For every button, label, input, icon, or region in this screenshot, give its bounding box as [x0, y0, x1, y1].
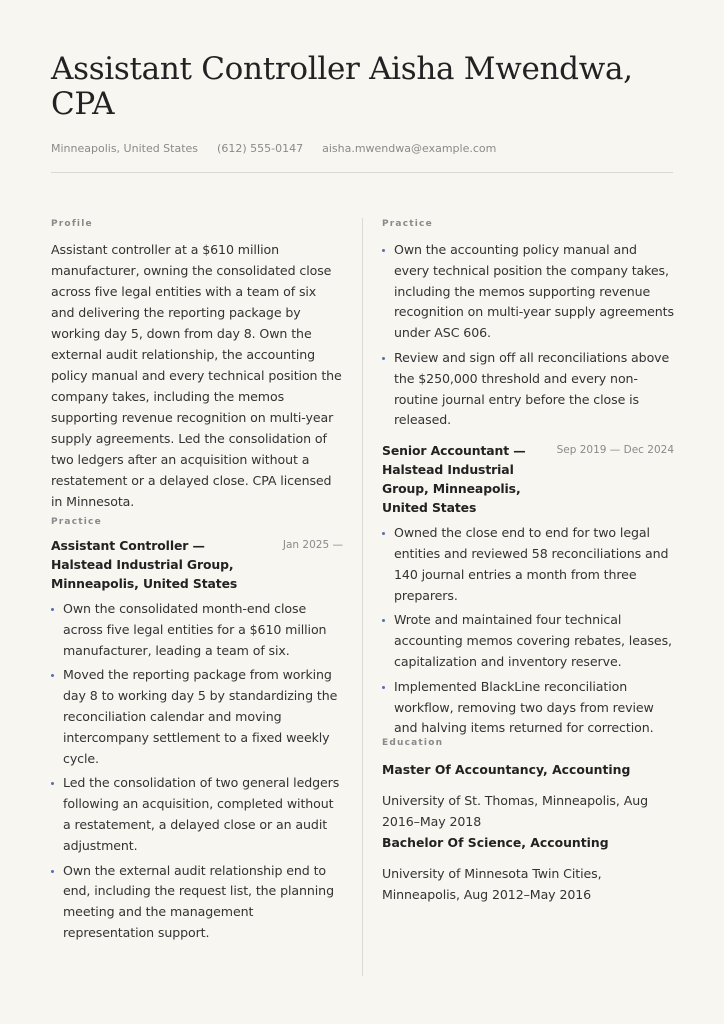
job-entry	[51, 536, 343, 944]
job-header	[382, 441, 674, 517]
bullet-item: Own the external audit relationship end to end, including the request list, the planning meeting and the management representation support.	[51, 861, 343, 944]
section-label-profile: Profile	[51, 219, 93, 229]
education-entry	[382, 760, 674, 833]
degree-detail: University of Minnesota Twin Cities, Minneapolis, Aug 2012–May 2016	[382, 865, 602, 902]
contact-line	[51, 142, 673, 155]
degree-title: Master Of Accountancy, Accounting	[382, 762, 631, 778]
job-bullets	[382, 240, 674, 431]
job-bullets	[51, 599, 343, 944]
bullet-item: Own the consolidated month-end close across five legal entities for a $610 million manufacturer, leading a team of six.	[51, 599, 343, 661]
job-header	[51, 536, 343, 593]
phone: (612) 555-0147	[217, 142, 304, 155]
resume-header	[51, 52, 673, 155]
degree-title: Bachelor Of Science, Accounting	[382, 834, 609, 850]
section-label-education: Education	[382, 738, 444, 749]
section-label-practice: Practice	[382, 219, 433, 229]
candidate-name: Assistant Controller Aisha Mwendwa, CPA	[51, 51, 633, 122]
email: aisha.mwendwa@example.com	[322, 142, 497, 155]
location: Minneapolis, United States	[51, 142, 199, 155]
profile-text: Assistant controller at a $610 million manufacturer, owning the consolidated close across five legal entities with a team of six and delivering the reporting package by working day 5, down from day 8. Own the external audit relationship, the accounting policy manual and every technical position the company takes, including the memos supporting revenue recognition on multi-year supply agreements. Led the consolidation of two ledgers after an acquisition without a restatement or a delayed close. CPA licensed in Minnesota.	[51, 242, 342, 509]
left-column	[51, 218, 343, 948]
job-title: Assistant Controller — Halstead Industrial Group, Minneapolis, United States	[51, 538, 238, 591]
bullet-item: Moved the reporting package from working day 8 to working day 5 by standardizing the reconciliation calendar and moving intercompany settlement to a fixed weekly cycle.	[51, 665, 343, 769]
job-title: Senior Accountant — Halstead Industrial Group, Minneapolis, United States	[382, 443, 526, 516]
header-divider	[51, 172, 673, 173]
bullet-item: Owned the close end to end for two legal entities and reviewed 58 reconciliations and 140 journal entries a month from three preparers.	[382, 523, 674, 606]
job-entry	[382, 441, 674, 739]
section-label-practice: Practice	[51, 517, 102, 527]
bullet-item: Review and sign off all reconciliations above the $250,000 threshold and every non-routine journal entry before the close is released.	[382, 348, 674, 431]
job-date: Sep 2019 — Dec 2024	[556, 444, 674, 457]
bullet-item: Implemented BlackLine reconciliation workflow, removing two days from review and halving items returned for correction.	[382, 677, 674, 739]
bullet-item: Led the consolidation of two general ledgers following an acquisition, completed without a restatement, a delayed close or an audit adjustment.	[51, 773, 343, 856]
right-column	[382, 218, 674, 905]
bullet-item: Own the accounting policy manual and every technical position the company takes, including the memos supporting revenue recognition on multi-year supply agreements under ASC 606.	[382, 240, 674, 344]
degree-detail: University of St. Thomas, Minneapolis, Aug 2016–May 2018	[382, 793, 648, 829]
job-date: Jan 2025 —	[282, 539, 343, 551]
column-divider	[362, 218, 363, 976]
education-entry	[382, 833, 674, 906]
job-bullets	[382, 523, 674, 739]
bullet-item: Wrote and maintained four technical accounting memos covering rebates, leases, capitalization and inventory reserve.	[382, 610, 674, 672]
